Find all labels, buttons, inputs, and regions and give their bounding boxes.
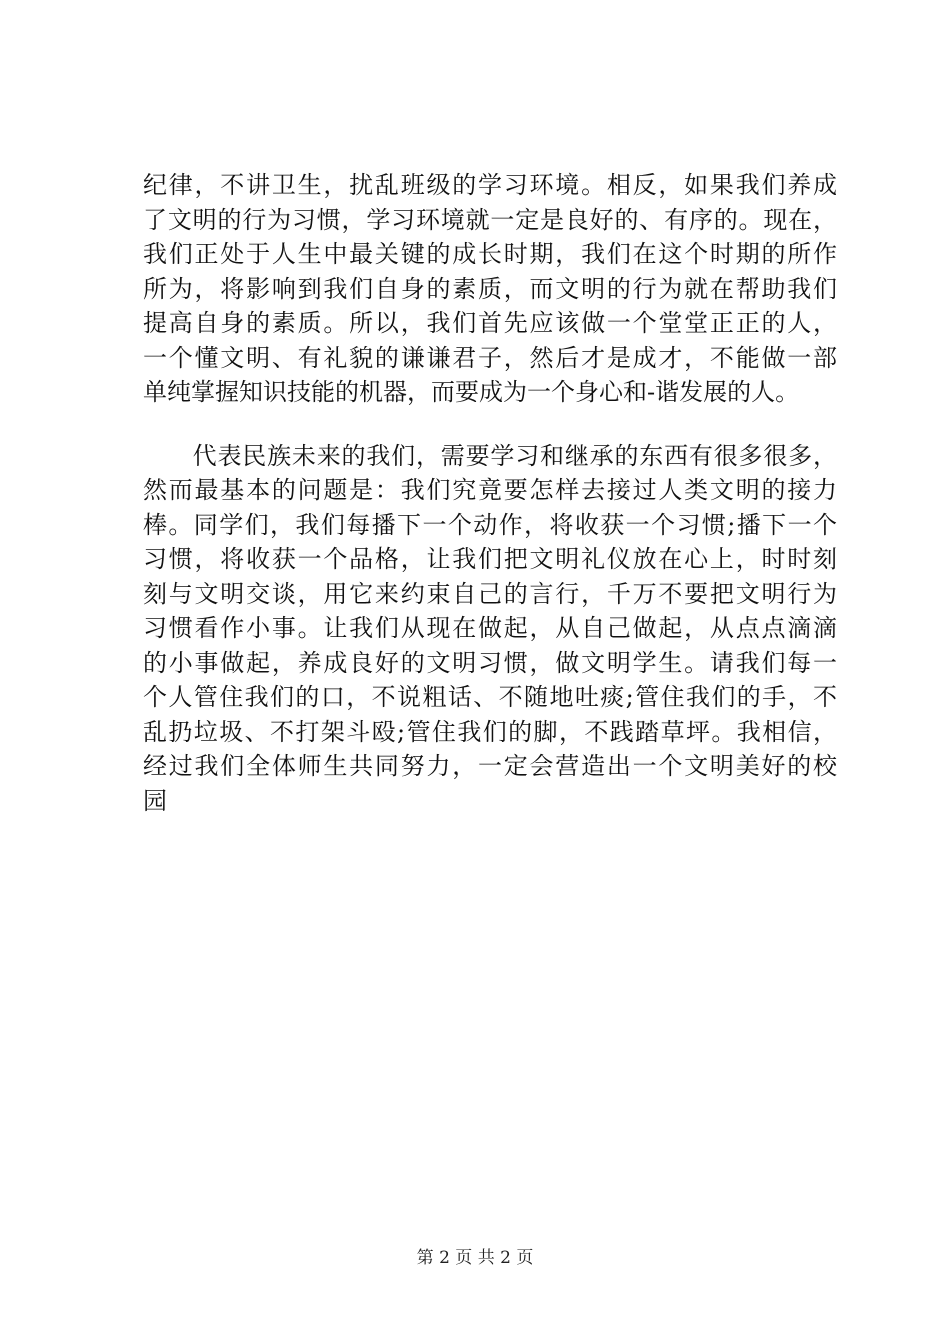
text-line: 代表民族未来的我们，需要学习和继承的东西有很多很多， — [143, 441, 837, 470]
text-line: 一个懂文明、有礼貌的谦谦君子，然后才是成才，不能做一部 — [143, 343, 837, 372]
text-line: 个人管住我们的口，不说粗话、不随地吐痰;管住我们的手，不 — [143, 683, 837, 711]
text-line: 刻与文明交谈，用它来约束自己的言行，千万不要把文明行为 — [143, 579, 837, 608]
page-footer — [0, 1243, 950, 1268]
text-line: 习惯，将收获一个品格，让我们把文明礼仪放在心上，时时刻 — [143, 545, 837, 573]
text-line: 了文明的行为习惯，学习环境就一定是良好的、有序的。现在， — [143, 205, 837, 234]
paragraph-1 — [143, 168, 837, 410]
text-line: 乱扔垃圾、不打架斗殴;管住我们的脚，不践踏草坪。我相信， — [143, 717, 837, 746]
text-line: 提高自身的素质。所以，我们首先应该做一个堂堂正正的人， — [143, 309, 837, 337]
text-line: 的小事做起，养成良好的文明习惯，做文明学生。请我们每一 — [143, 648, 837, 677]
text-line: 我们正处于人生中最关键的成长时期，我们在这个时期的所作 — [143, 240, 837, 268]
text-line: 园 — [143, 786, 167, 815]
document-body — [143, 168, 837, 853]
text-line: 经过我们全体师生共同努力，一定会营造出一个文明美好的校 — [143, 752, 837, 780]
text-line: 棒。同学们，我们每播下一个动作，将收获一个习惯;播下一个 — [143, 510, 837, 539]
paragraph-spacer — [143, 410, 837, 439]
text-line: 习惯看作小事。让我们从现在做起，从自己做起，从点点滴滴 — [143, 614, 837, 642]
text-line: 纪律，不讲卫生，扰乱班级的学习环境。相反，如果我们养成 — [143, 171, 837, 199]
text-line: 然而最基本的问题是：我们究竟要怎样去接过人类文明的接力 — [143, 476, 837, 504]
text-line: 单纯掌握知识技能的机器，而要成为一个身心和-谐发展的人。 — [143, 378, 800, 406]
text-line: 所为，将影响到我们自身的素质，而文明的行为就在帮助我们 — [143, 274, 837, 303]
paragraph-2 — [143, 439, 837, 853]
page-number: 第 2 页 共 2 页 — [416, 1248, 534, 1268]
text-line — [143, 818, 837, 853]
